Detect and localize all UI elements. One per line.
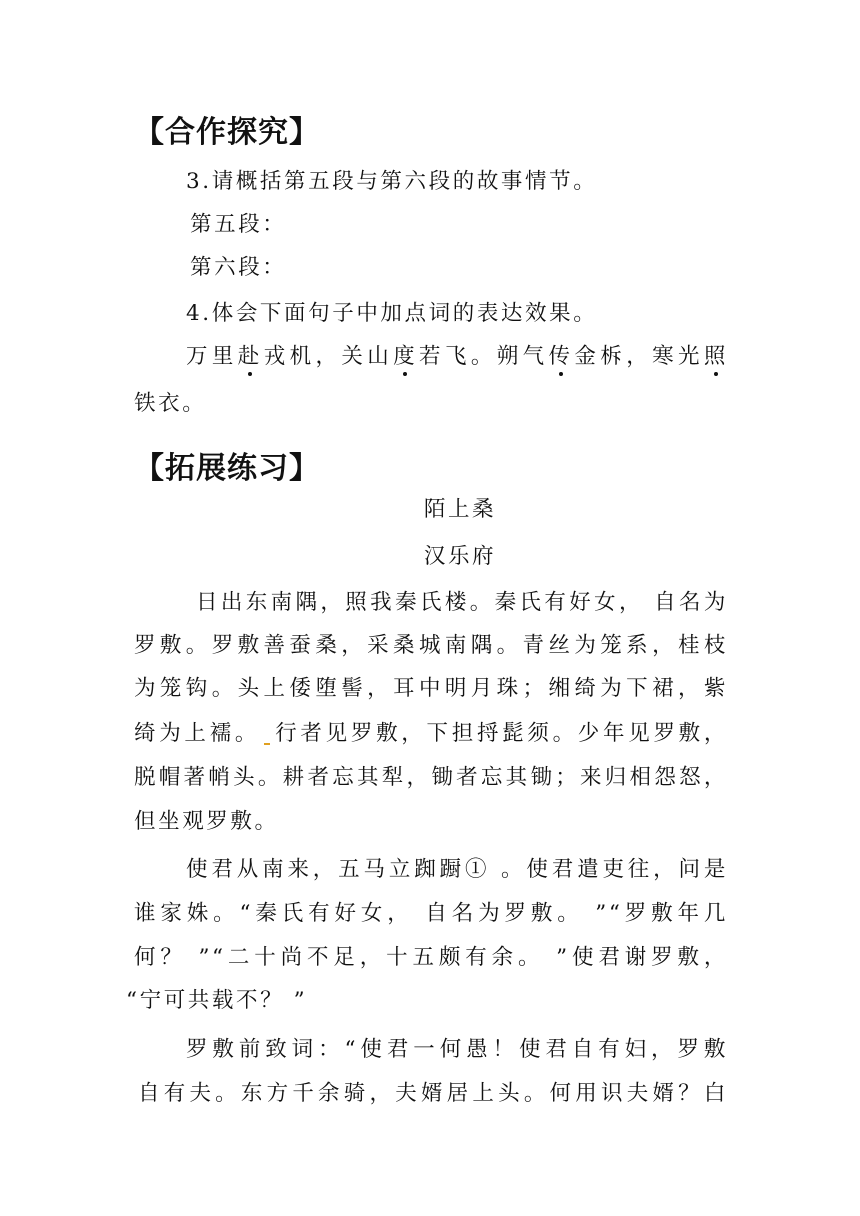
poem-text-segment: 若飞。朔气: [417, 344, 549, 369]
poem-line: [134, 716, 728, 747]
section-heading-cooperative: 【合作探究】: [134, 115, 320, 150]
annotation-mark: [264, 743, 270, 745]
dotted-word-chuan: 传: [549, 339, 573, 370]
poem-line: 但坐观罗敷。: [134, 809, 279, 834]
dotted-word-fu: 赴: [238, 339, 262, 370]
poem-line: 脱帽著帩头。耕者忘其犁，锄者忘其锄；来归相怨怒，: [134, 765, 728, 790]
poem-text-segment: 万里: [186, 344, 238, 369]
poem-sentence-line-2: 铁衣。: [134, 391, 207, 416]
poem-line: 为笼钩。头上倭堕髻，耳中明月珠；缃绮为下裙，紫: [134, 676, 728, 701]
poem-line: 日出东南隅，照我秦氏楼。秦氏有好女， 自名为: [196, 590, 728, 615]
dotted-word-du: 度: [393, 339, 417, 370]
poem-text-segment: 绮为上襦。: [134, 721, 261, 746]
poem-title: 陌上桑: [423, 497, 497, 522]
poem-sentence-line-1: [186, 339, 728, 370]
paragraph-5-label: 第五段：: [190, 212, 287, 237]
poem-text-segment: 戎机，关山: [261, 344, 394, 369]
poem-source: 汉乐府: [423, 544, 497, 569]
poem-line: 谁家姝。“秦氏有好女， 自名为罗敷。 ”“罗敷年几: [134, 901, 728, 926]
poem-line: 使君从南来，五马立踟蹰① 。使君遣吏往，问是: [186, 857, 728, 882]
poem-line: “宁可共载不？ ”: [126, 988, 308, 1013]
question-3: 3.请概括第五段与第六段的故事情节。: [186, 169, 598, 194]
poem-line: 何？ ”“二十尚不足，十五颇有余。 ”使君谢罗敷，: [134, 945, 728, 970]
poem-line: 罗敷。罗敷善蚕桑，采桑城南隅。青丝为笼系，桂枝: [134, 633, 728, 658]
poem-line: 自有夫。东方千余骑，夫婿居上头。何用识夫婿？白: [138, 1081, 728, 1106]
poem-text-segment: 金柝，寒光: [572, 344, 704, 369]
poem-line: 罗敷前致词：“使君一何愚！使君自有妇，罗敷: [186, 1037, 728, 1062]
poem-text-segment: 行者见罗敷，下担捋髭须。少年见罗敷，: [274, 721, 728, 746]
dotted-word-zhao: 照: [704, 339, 728, 370]
section-heading-extension: 【拓展练习】: [134, 451, 320, 486]
question-4: 4.体会下面句子中加点词的表达效果。: [186, 301, 598, 326]
paragraph-6-label: 第六段：: [190, 255, 287, 280]
